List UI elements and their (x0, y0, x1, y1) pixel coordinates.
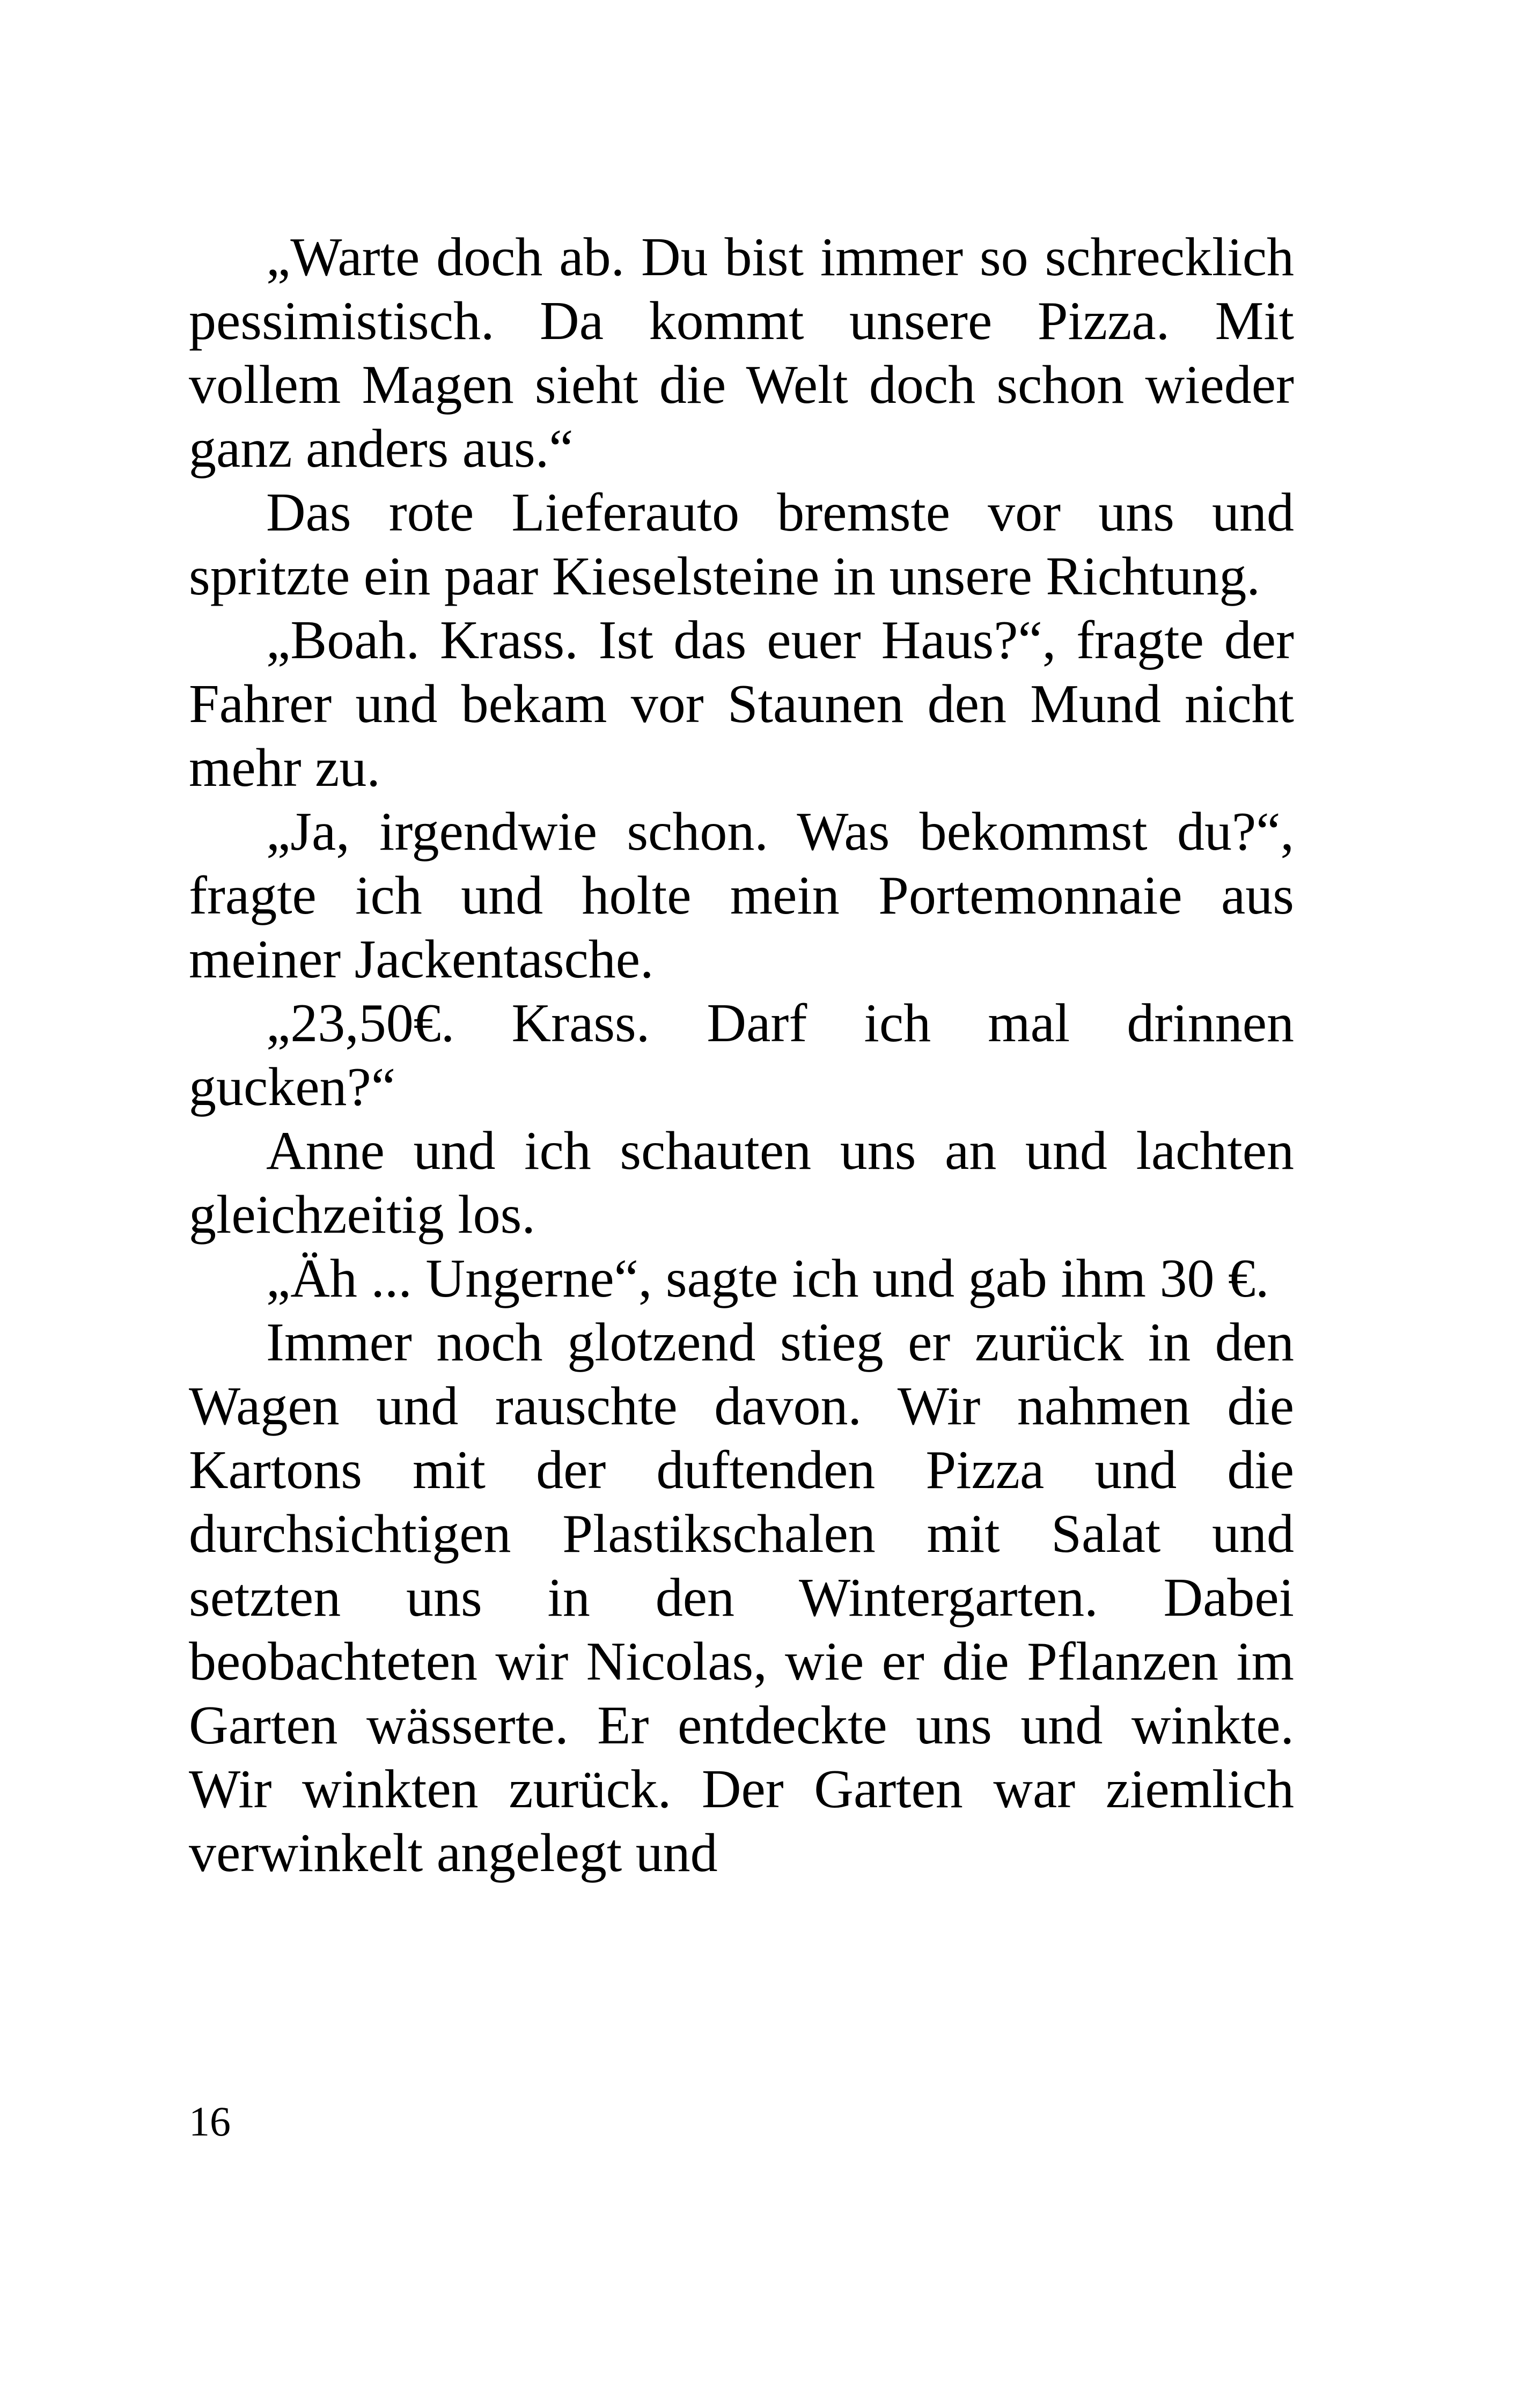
paragraph: „23,50€. Krass. Darf ich mal drinnen gucken?“ (189, 993, 1294, 1117)
paragraph: Anne und ich schauten uns an und lachten gleichzeitig los. (189, 1121, 1294, 1245)
paragraph: Immer noch glotzend stieg er zurück in den Wagen und rauschte davon. Wir nahmen die Kartons mit der duftenden Pizza und die durchsichtigen Plastikschalen mit Salat und setzten uns in den Wintergarten. Dabei beobachteten wir Nicolas, wie er die Pflanzen im Garten wässerte. Er entdeckte uns und winkte. Wir winkten zurück. Der Garten war ziemlich verwinkelt angelegt und (189, 1312, 1294, 1883)
paragraph: „Warte doch ab. Du bist immer so schrecklich pessimistisch. Da kommt unsere Pizza. Mit vollem Magen sieht die Welt doch schon wieder ganz anders aus.“ (189, 227, 1294, 479)
paragraph: Das rote Lieferauto bremste vor uns und spritzte ein paar Kieselsteine in unsere Richtung. (189, 482, 1294, 607)
body-text (189, 225, 1294, 1885)
paragraph: „Boah. Krass. Ist das euer Haus?“, fragte der Fahrer und bekam vor Staunen den Mund nicht mehr zu. (189, 610, 1294, 798)
paragraph: „Ja, irgendwie schon. Was bekommst du?“, fragte ich und holte mein Portemonnaie aus meiner Jackentasche. (189, 801, 1294, 990)
paragraph: „Äh ... Ungerne“, sagte ich und gab ihm 30 €. (266, 1248, 1269, 1309)
page-number: 16 (189, 2098, 231, 2145)
